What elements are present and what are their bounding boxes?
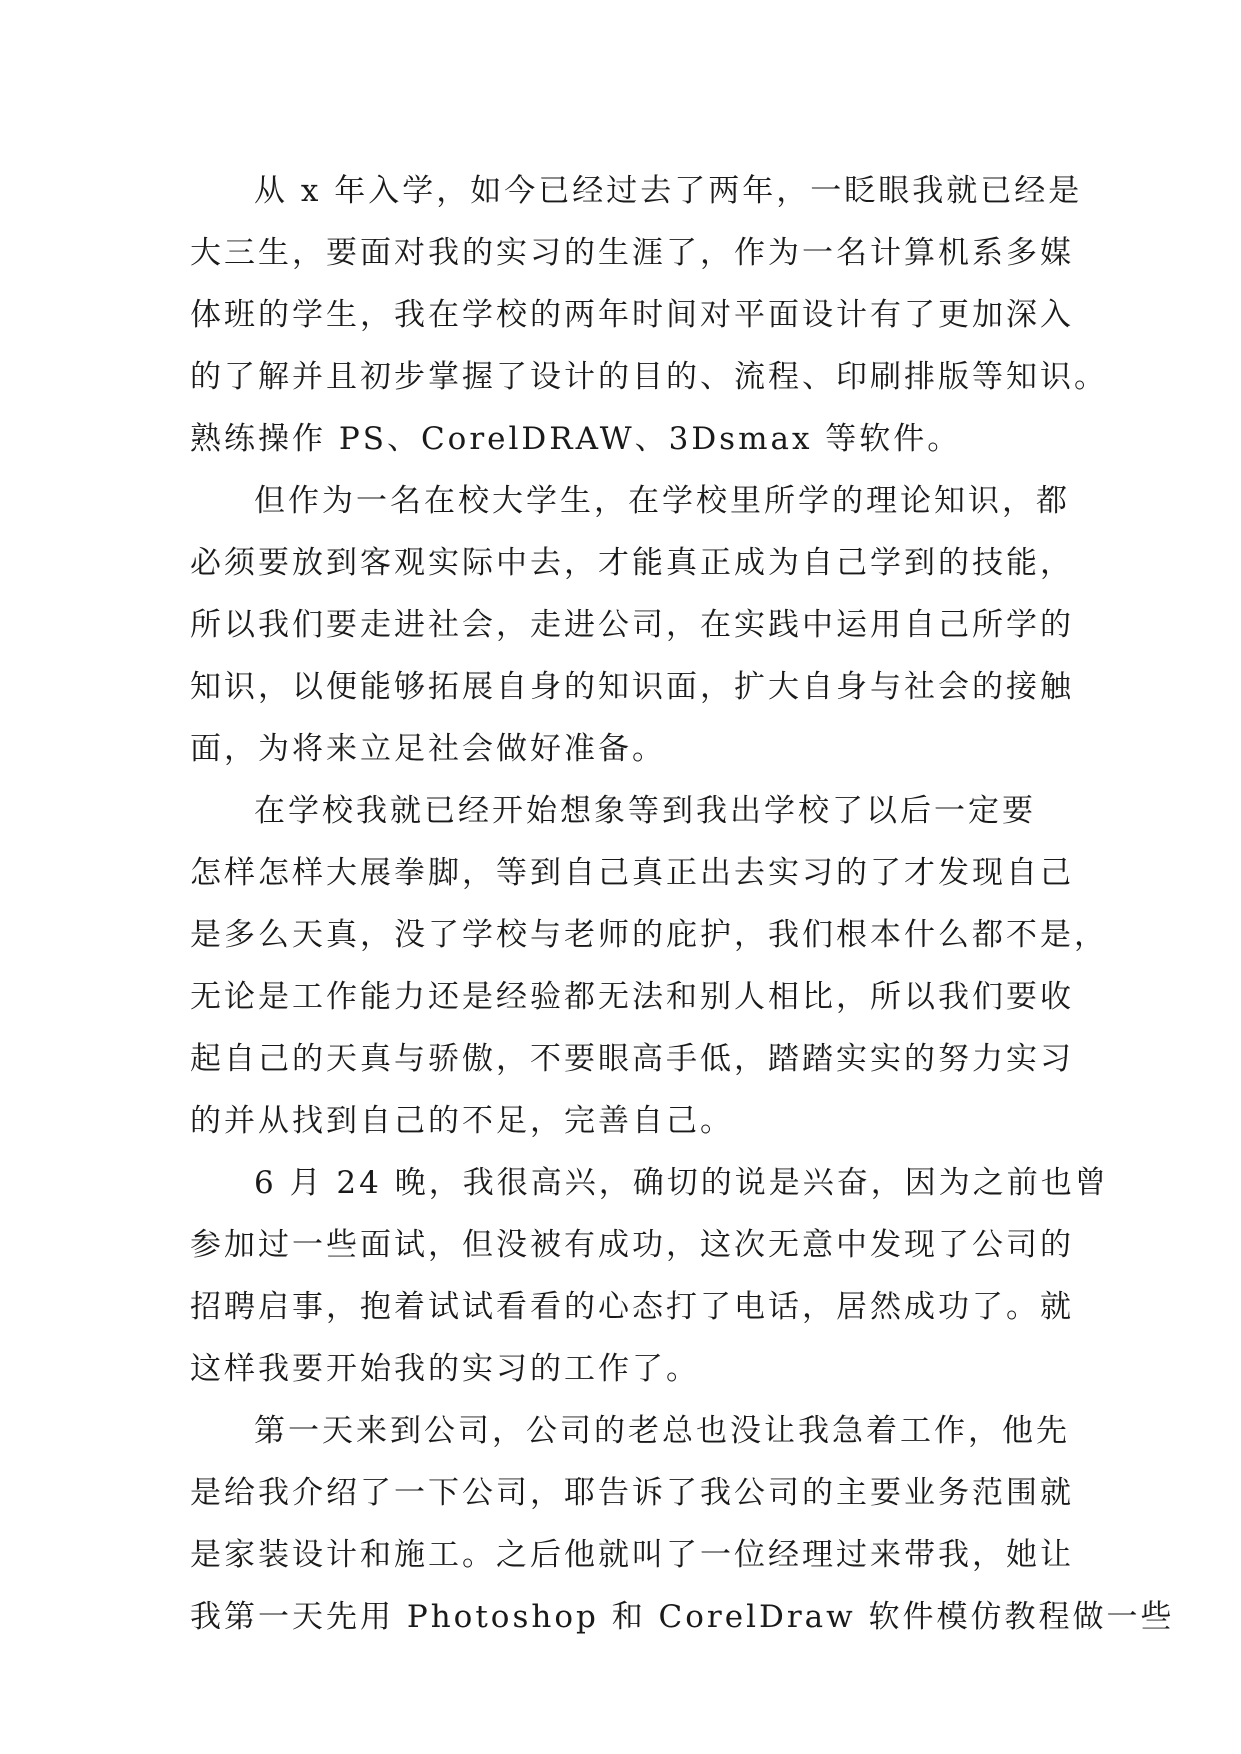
text-line: 的了解并且初步掌握了设计的目的、流程、印刷排版等知识。 [190,359,1108,395]
text-line: 知识，以便能够拓展自身的知识面，扩大自身与社会的接触 [190,669,1074,705]
text-line: 怎样怎样大展拳脚，等到自己真正出去实习的了才发现自己 [190,855,1074,891]
text-line: 无论是工作能力还是经验都无法和别人相比，所以我们要收 [190,979,1074,1015]
text-line: 我第一天先用 Photoshop 和 CorelDraw 软件模仿教程做一些 [190,1599,1175,1635]
text-line: 第一天来到公司，公司的老总也没让我急着工作，他先 [254,1413,1070,1449]
text-line: 是多么天真，没了学校与老师的庇护，我们根本什么都不是， [190,917,1108,953]
paragraph-3 [190,780,1108,1152]
text-line: 熟练操作 PS、CorelDRAW、3Dsmax 等软件。 [190,421,962,457]
text-line: 所以我们要走进社会，走进公司，在实践中运用自己所学的 [190,607,1074,643]
text-line: 6 月 24 晚，我很高兴，确切的说是兴奋，因为之前也曾 [254,1165,1109,1201]
text-line: 参加过一些面试，但没被有成功，这次无意中发现了公司的 [190,1227,1074,1263]
text-line: 的并从找到自己的不足，完善自己。 [190,1103,734,1139]
text-line: 是家装设计和施工。之后他就叫了一位经理过来带我，她让 [190,1537,1074,1573]
text-line: 起自己的天真与骄傲，不要眼高手低，踏踏实实的努力实习 [190,1041,1074,1077]
text-line: 这样我要开始我的实习的工作了。 [190,1351,700,1387]
text-line: 从 x 年入学，如今已经过去了两年，一眨眼我就已经是 [254,173,1083,209]
text-line: 面，为将来立足社会做好准备。 [190,731,666,767]
text-line: 招聘启事，抱着试试看看的心态打了电话，居然成功了。就 [190,1289,1074,1325]
text-line: 体班的学生，我在学校的两年时间对平面设计有了更加深入 [190,297,1074,333]
text-line: 大三生，要面对我的实习的生涯了，作为一名计算机系多媒 [190,235,1074,271]
paragraph-4 [190,1152,1109,1400]
text-line: 是给我介绍了一下公司，耶告诉了我公司的主要业务范围就 [190,1475,1074,1511]
document-body [190,160,1175,1648]
text-line: 但作为一名在校大学生，在学校里所学的理论知识，都 [254,483,1070,519]
paragraph-5 [190,1400,1175,1648]
paragraph-1 [190,160,1108,470]
text-line: 必须要放到客观实际中去，才能真正成为自己学到的技能， [190,545,1074,581]
text-line: 在学校我就已经开始想象等到我出学校了以后一定要 [254,793,1036,829]
paragraph-2 [190,470,1074,780]
